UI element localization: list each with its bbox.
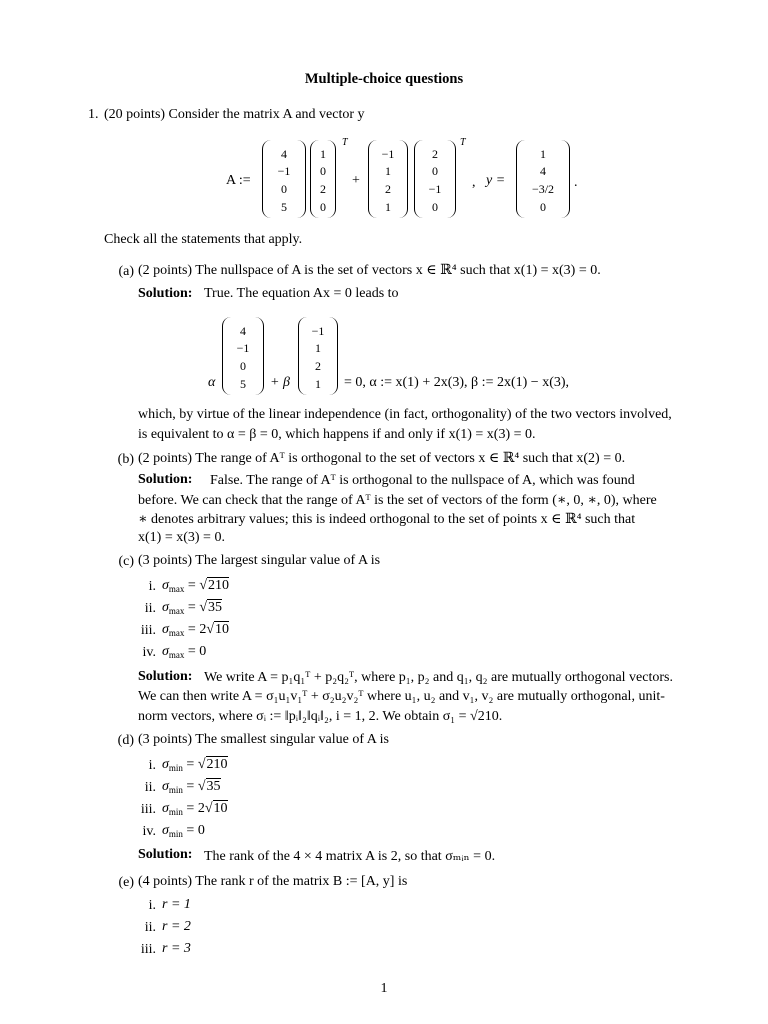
option-d-ii[interactable]: $\sigma_{min} = √35$ <box>162 779 221 795</box>
plus-sign: + <box>352 173 360 188</box>
period: . <box>574 175 578 190</box>
vector-q1: 1 0 2 0 <box>310 140 336 218</box>
part-b-line-2: before. We can check that the range of Aᵀ is the set of vectors of the form (∗, 0, ∗, 0), where <box>138 493 657 508</box>
question-intro: (20 points) Consider the matrix A and vector y <box>104 107 365 122</box>
option-c-i[interactable]: $\sigma_{max} = √210$ <box>162 578 229 594</box>
option-number: ii. <box>144 601 156 616</box>
page-number: 1 <box>380 981 388 996</box>
part-a-line-1: which, by virtue of the linear independence (in fact, orthogonality) of the two vectors involved, <box>138 407 672 422</box>
question-number: 1. <box>88 107 99 122</box>
part-b-statement: (2 points) The range of Aᵀ is orthogonal to the set of vectors x ∈ ℝ⁴ such that x(2) = 0. <box>138 451 626 466</box>
transpose-mark-1: T <box>342 137 348 148</box>
option-number: ii. <box>144 780 156 795</box>
option-c-iii[interactable]: $\sigma_{max} = 2√10$ <box>162 622 229 638</box>
part-e-statement: (4 points) The rank r of the matrix B := [A, y] is <box>138 874 408 889</box>
beta-term: + β <box>270 375 290 390</box>
option-e-i[interactable]: r = 1 <box>162 897 191 912</box>
part-a-solution-label: Solution: <box>138 286 193 301</box>
part-c-line-2: We can then write A = σ₁u₁v₁ᵀ + σ₂u₂v₂ᵀ where u₁, u₂ and v₁, v₂ are mutually orthogonal, unit- <box>138 689 665 704</box>
part-e-label: (e) <box>118 875 134 890</box>
part-b-line-1: False. The range of Aᵀ is orthogonal to the nullspace of A, which was found <box>210 473 635 488</box>
part-a-statement: (2 points) The nullspace of A is the set of vectors x ∈ ℝ⁴ such that x(1) = x(3) = 0. <box>138 263 601 278</box>
part-b-solution-label: Solution: <box>138 472 193 487</box>
vector-q2: 2 0 −1 0 <box>414 140 456 218</box>
option-c-iv[interactable]: $\sigma_{max} = 0$ <box>162 644 207 660</box>
vector-p1-repeat: 4 −1 0 5 <box>222 317 264 395</box>
part-d-solution-label: Solution: <box>138 847 193 862</box>
instruction: Check all the statements that apply. <box>104 232 303 247</box>
option-d-iv[interactable]: $\sigma_{min} = 0$ <box>162 823 205 839</box>
part-a-solution-intro: True. The equation Ax = 0 leads to <box>204 286 399 301</box>
vector-y-label: y = <box>486 173 506 188</box>
part-c-statement: (3 points) The largest singular value of A is <box>138 553 381 568</box>
option-number: iii. <box>140 623 156 638</box>
option-number: i. <box>148 758 156 773</box>
part-b-line-4: x(1) = x(3) = 0. <box>138 530 225 545</box>
option-c-ii[interactable]: $\sigma_{max} = √35$ <box>162 600 222 616</box>
vector-p1: 4 −1 0 5 <box>262 140 306 218</box>
part-a-line-2: is equivalent to α = β = 0, which happens if and only if x(1) = x(3) = 0. <box>138 427 536 442</box>
transpose-mark-2: T <box>460 137 466 148</box>
part-d-line-1: The rank of the 4 × 4 matrix A is 2, so that σₘᵢₙ = 0. <box>204 849 496 864</box>
part-a-equation-tail: = 0, α := x(1) + 2x(3), β := 2x(1) − x(3), <box>344 375 570 390</box>
part-c-line-1: We write A = p₁q₁ᵀ + p₂q₂ᵀ, where p₁, p₂ and q₁, q₂ are mutually orthogonal vectors. <box>204 670 673 685</box>
option-d-iii[interactable]: $\sigma_{min} = 2√10$ <box>162 801 228 817</box>
part-a-label: (a) <box>118 264 134 279</box>
part-d-label: (d) <box>117 733 134 748</box>
part-c-line-3: norm vectors, where σᵢ := ‖pᵢ‖₂‖qᵢ‖₂, i = 1, 2. We obtain σ₁ = √210. <box>138 709 503 724</box>
comma: , <box>472 175 476 190</box>
vector-p2: −1 1 2 1 <box>368 140 408 218</box>
option-number: iv. <box>142 824 156 839</box>
alpha-symbol: α <box>208 375 216 390</box>
option-number: iii. <box>140 802 156 817</box>
matrix-a-label: A := <box>226 173 251 188</box>
part-c-solution-label: Solution: <box>138 669 193 684</box>
vector-p2-repeat: −1 1 2 1 <box>298 317 338 395</box>
part-b-line-3: ∗ denotes arbitrary values; this is indeed orthogonal to the set of points x ∈ ℝ⁴ such that <box>138 512 636 527</box>
part-b-label: (b) <box>117 452 134 467</box>
option-d-i[interactable]: $\sigma_{min} = √210$ <box>162 757 228 773</box>
part-d-statement: (3 points) The smallest singular value of A is <box>138 732 389 747</box>
part-c-label: (c) <box>118 554 134 569</box>
option-number: i. <box>148 898 156 913</box>
option-number: i. <box>148 579 156 594</box>
option-number: iv. <box>142 645 156 660</box>
option-e-ii[interactable]: r = 2 <box>162 919 191 934</box>
option-number: ii. <box>144 920 156 935</box>
vector-y: 1 4 −3/2 0 <box>516 140 570 218</box>
page-title: Multiple-choice questions <box>304 71 464 87</box>
option-number: iii. <box>140 942 156 957</box>
option-e-iii[interactable]: r = 3 <box>162 941 191 956</box>
